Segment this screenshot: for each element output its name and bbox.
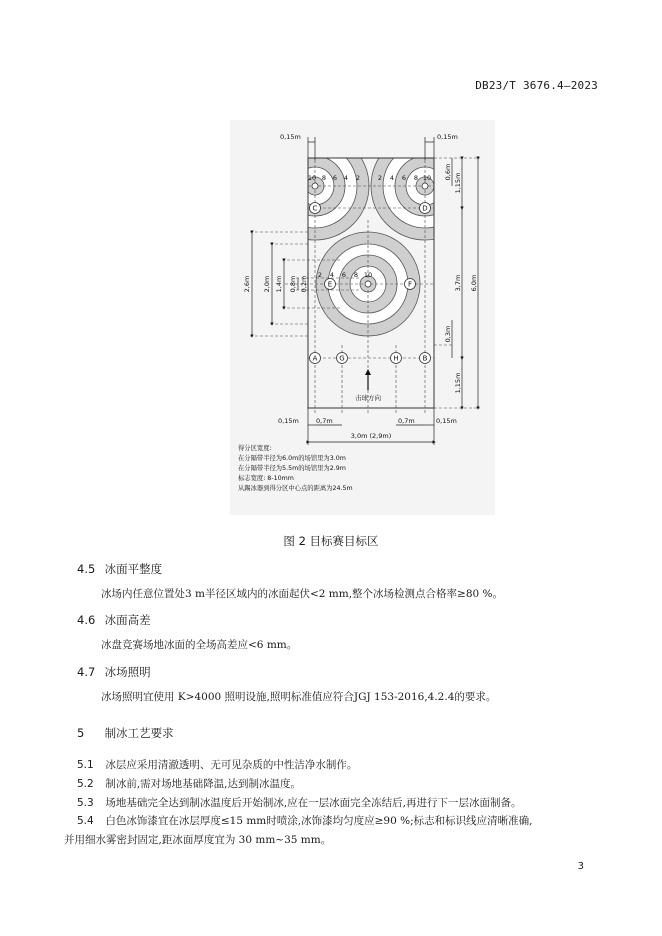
point-label-d: D [422, 204, 428, 213]
figure-note: 标志宽度: 8-10mm [238, 475, 294, 482]
list-item [77, 813, 532, 828]
dim-label: 0,15m [278, 417, 299, 425]
document-id: DB23/T 3676.4—2023 [475, 79, 598, 92]
dim-label: 1,15m [454, 172, 462, 194]
ring-number: 8 [413, 174, 419, 182]
ring-number: 4 [329, 271, 335, 279]
section-paragraph: 冰盘竞赛场地冰面的全场高差应<6 mm。 [101, 639, 298, 651]
ring-number: 2 [355, 174, 361, 182]
page-number: 3 [577, 861, 584, 872]
section-paragraph: 冰场照明宜使用 K>4000 照明设施,照明标准值应符合JGJ 153-2016,4.2.4的要求。 [101, 691, 497, 703]
dim-label: 0,6m [444, 163, 452, 181]
dim-label: 0,7m [316, 417, 333, 425]
ring-number: 6 [341, 271, 347, 279]
figure-caption: 图 2 目标赛目标区 [283, 534, 379, 548]
item-text: 制冰前,需对场地基础降温,达到制冰温度。 [105, 778, 302, 790]
item-number: 5.4 [77, 815, 94, 827]
ring-number: 8 [321, 174, 327, 182]
ring-number: 4 [343, 174, 349, 182]
ring-number: 2 [317, 271, 323, 279]
section-heading [77, 664, 151, 680]
section-number: 4.5 [77, 562, 96, 576]
item-text-continuation: 并用细水雾密封固定,距冰面厚度宜为 30 mm~35 mm。 [64, 834, 332, 846]
section-title: 冰场照明 [104, 665, 151, 679]
ring-number: 10 [307, 174, 317, 182]
section-title: 冰面高差 [104, 613, 151, 627]
dim-label: 0,3m [444, 325, 452, 343]
item-number: 5.1 [77, 759, 94, 771]
figure-note: 在分隔带半径为5.5m的场馆里为2.9m [238, 465, 346, 472]
target-area-diagram [230, 120, 495, 515]
dim-label: 0,15m [436, 417, 457, 425]
dim-label: 2,6m [243, 275, 251, 293]
section-number: 4.6 [77, 613, 96, 627]
dim-label: 1,15m [454, 372, 462, 394]
list-item [77, 795, 522, 810]
dim-label: 6,0m [470, 274, 478, 292]
section-heading [77, 561, 162, 577]
dim-label: 3,0m (2,9m) [350, 432, 392, 440]
point-label-b: B [422, 354, 428, 363]
item-number: 5.2 [77, 778, 94, 790]
ring-number: 2 [377, 174, 383, 182]
ring-number: 4 [389, 174, 395, 182]
point-label-h: H [393, 354, 399, 363]
section-number: 4.7 [77, 665, 96, 679]
dim-label: 2,0m [263, 275, 271, 293]
dim-label: 0,15m [437, 133, 458, 141]
figure-note: 从踢冰器到得分区中心点的距离为24.5m [238, 485, 353, 492]
arrow-label: 击球方向 [355, 394, 381, 402]
section-paragraph: 冰场内任意位置处3 m半径区域内的冰面起伏<2 mm,整个冰场检测点合格率≥80 %。 [101, 588, 504, 600]
chapter-number: 5 [77, 726, 85, 740]
ring-number: 6 [332, 174, 338, 182]
item-number: 5.3 [77, 797, 94, 809]
section-title: 冰面平整度 [104, 562, 163, 576]
dim-label: 0,15m [280, 133, 301, 141]
dim-label: 0,8m [289, 275, 297, 293]
list-item [77, 757, 357, 772]
point-label-g: G [339, 354, 345, 363]
dim-label: 3,7m [454, 274, 462, 292]
ring-number: 8 [353, 271, 359, 279]
point-label-a: A [312, 354, 318, 363]
ring-number: 10 [422, 174, 432, 182]
point-label-e: E [327, 280, 333, 289]
point-label-f: F [407, 280, 413, 289]
item-text: 冰层应采用清澈透明、无可见杂质的中性洁净水制作。 [105, 759, 358, 771]
dim-label: 0,7m [398, 417, 415, 425]
figure-note: 在分隔带半径为6.0m的场馆里为3.0m [238, 455, 346, 462]
dim-label: 0,2m [300, 275, 308, 293]
chapter-title: 制冰工艺要求 [104, 726, 174, 740]
ring-number: 6 [401, 174, 407, 182]
chapter-heading [77, 725, 174, 741]
ring-number: 10 [363, 271, 373, 279]
item-text: 白色冰饰漆宜在冰层厚度≤15 mm时喷涂,冰饰漆均匀度应≥90 %;标志和标识线应清晰准确, [105, 815, 533, 827]
point-label-c: C [312, 204, 318, 213]
figure-note: 得分区宽度: [238, 445, 272, 452]
list-item [77, 776, 301, 791]
section-heading [77, 612, 151, 628]
dim-label: 1,4m [275, 275, 283, 293]
item-text: 场地基础完全达到制冰温度后开始制冰,应在一层冰面完全冻结后,再进行下一层冰面制备。 [105, 797, 522, 809]
